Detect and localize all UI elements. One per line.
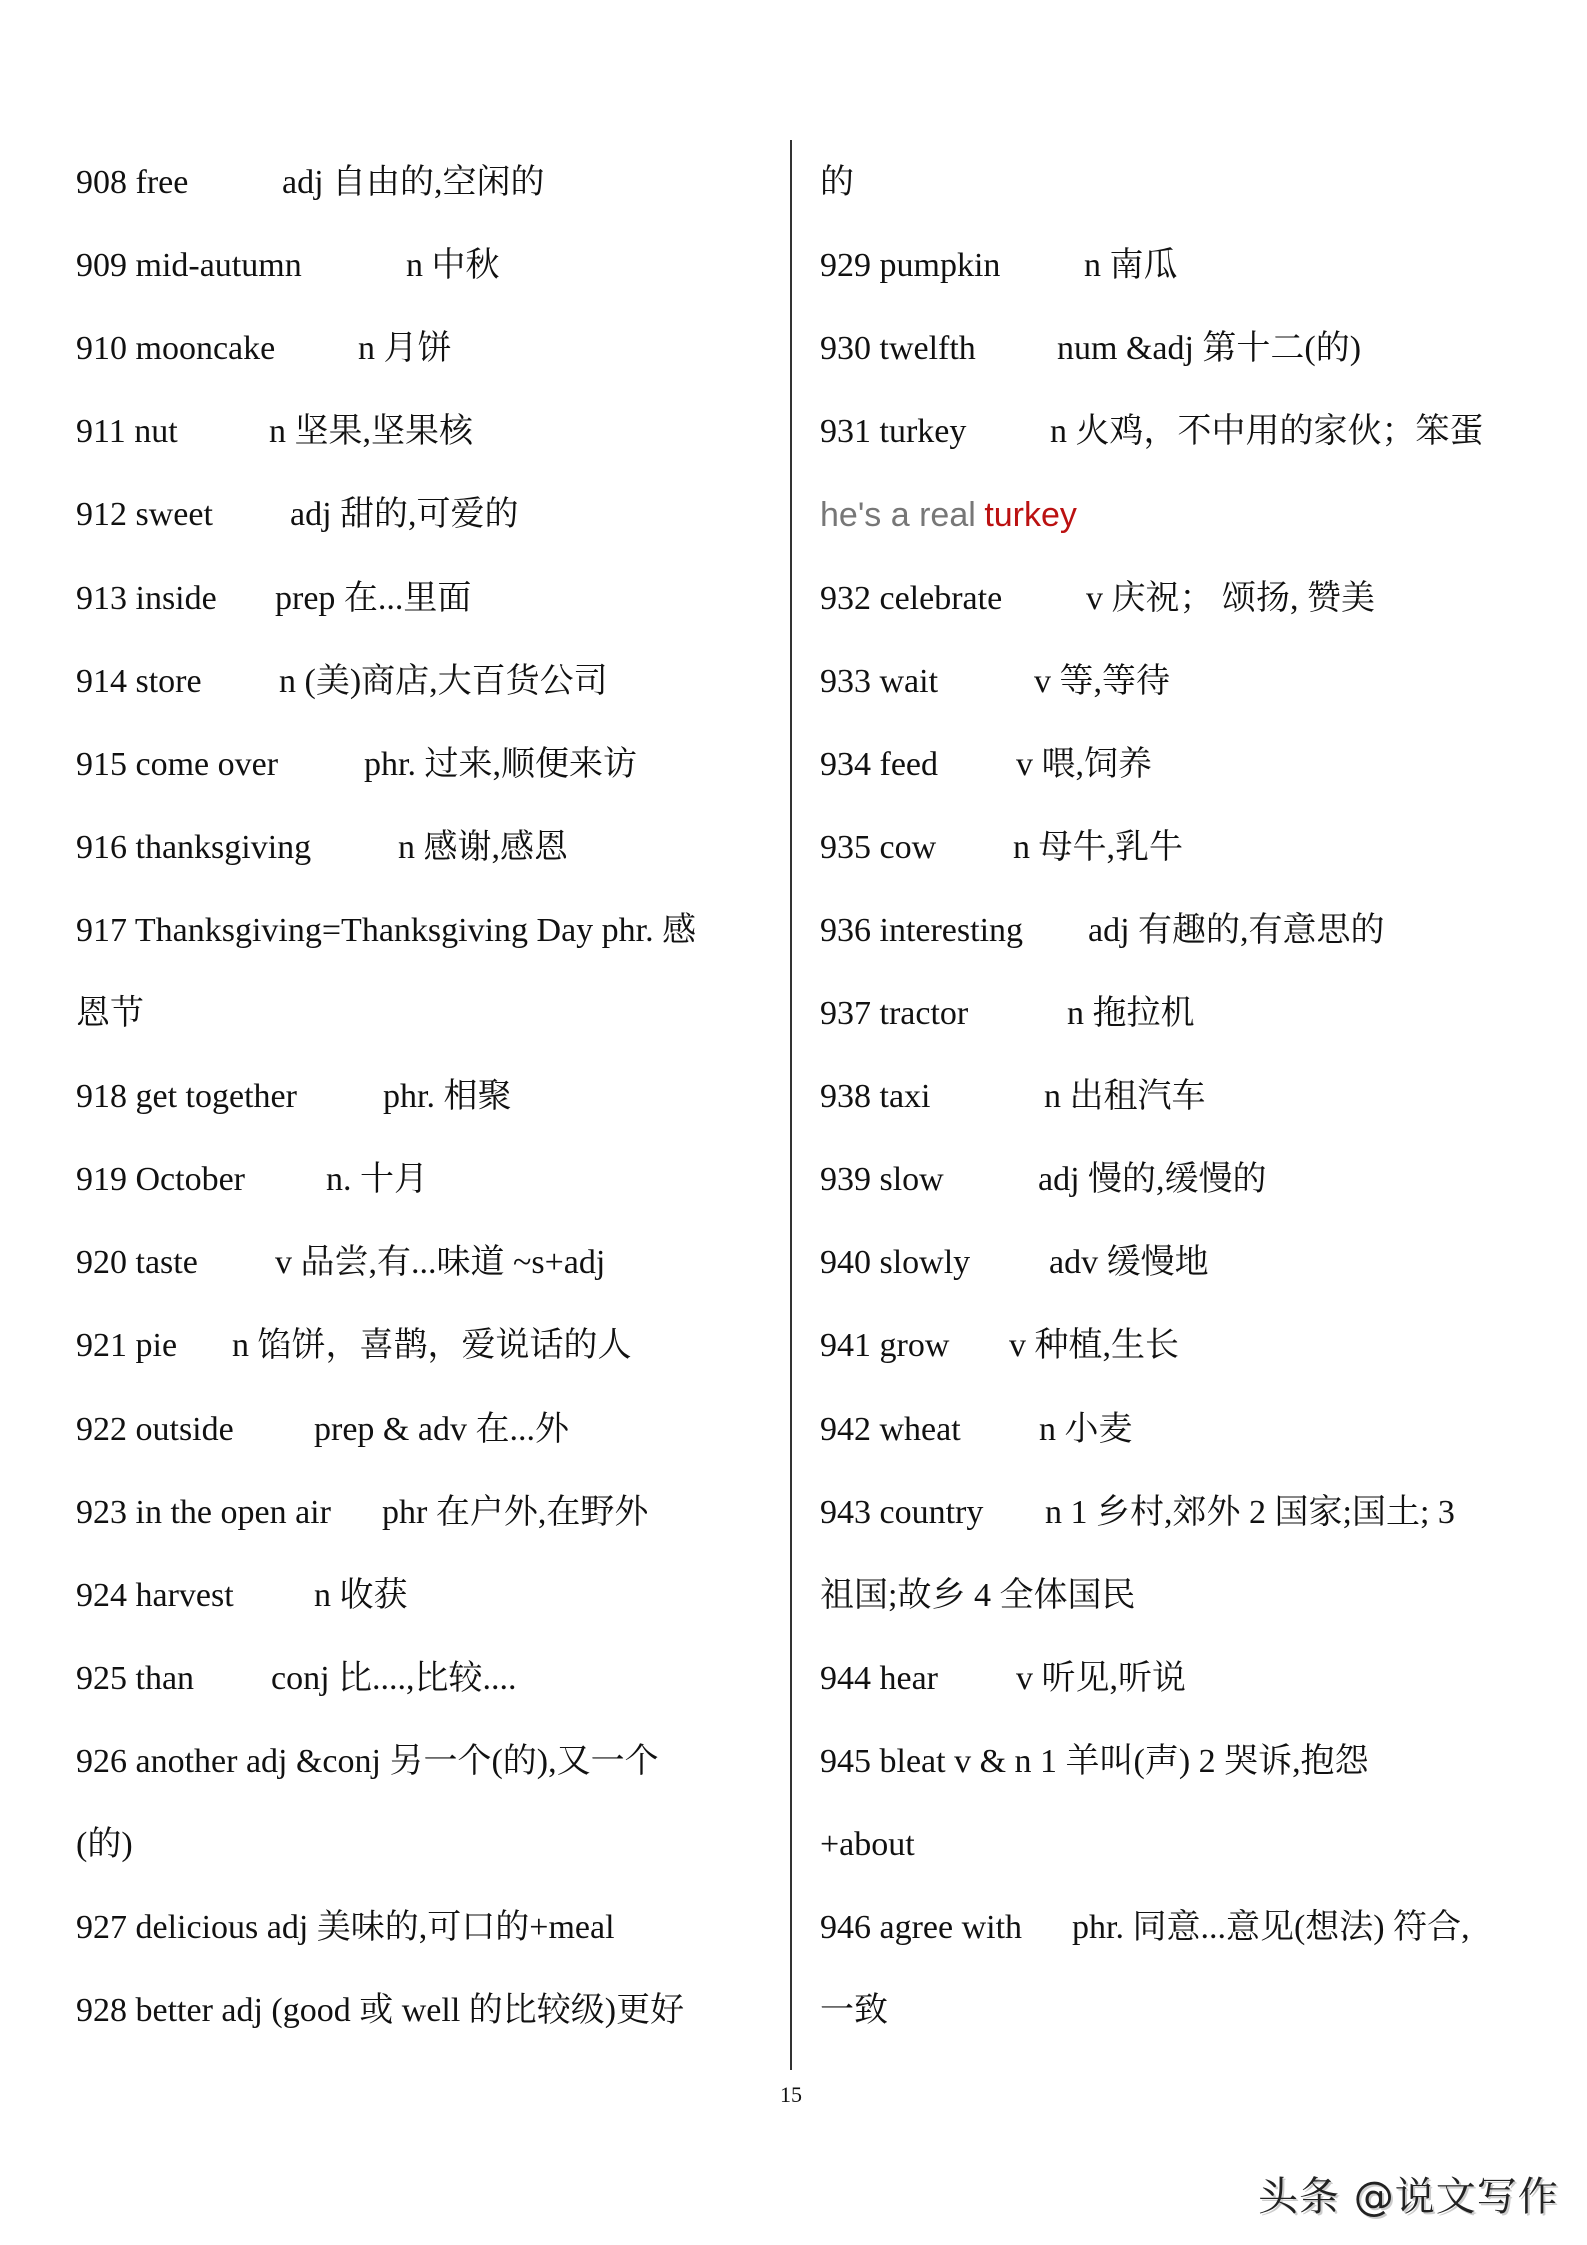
entry-term: 918 get together: [76, 1078, 297, 1116]
entry-term: 940 slowly: [820, 1244, 971, 1282]
entry-line: [820, 1571, 1135, 1621]
entry-term: 920 taste: [76, 1244, 198, 1282]
entry-line: [76, 1488, 649, 1538]
column-divider: [790, 140, 792, 2070]
entry-term: 923 in the open air: [76, 1493, 331, 1531]
example-text: he's a real: [820, 496, 976, 535]
entry-definition: n 月饼: [358, 330, 452, 368]
entry-line: [76, 1321, 632, 1371]
entry-term: 930 twelfth: [820, 330, 976, 368]
entry-line: [820, 989, 1195, 1039]
entry-term: 928 better adj (good 或 well 的比较级)更好: [76, 1992, 685, 2030]
entry-definition: n 母牛,乳牛: [1013, 828, 1183, 866]
entry-line: [820, 1903, 1470, 1953]
entry-term: 908 free: [76, 164, 189, 201]
entry-definition: adj 自由的,空闲的: [282, 164, 545, 201]
entry-line: [76, 989, 144, 1039]
entry-line: [820, 1986, 888, 2036]
entry-term: (的): [76, 1826, 133, 1863]
watermark-logo: 头条 @说文写作: [1258, 2174, 1559, 2220]
entry-definition: n 南瓜: [1084, 247, 1178, 285]
entry-definition: n 坚果,坚果核: [269, 413, 473, 451]
entry-term: 943 country: [820, 1493, 984, 1531]
entry-line: [76, 1737, 659, 1787]
entry-term: 921 pie: [76, 1327, 178, 1365]
entry-line: [820, 1238, 1209, 1288]
entry-term: 925 than: [76, 1659, 195, 1697]
entry-term: 917 Thanksgiving=Thanksgiving Day phr. 感: [76, 911, 697, 949]
entry-term: 的: [820, 164, 854, 201]
entry-definition: conj 比....,比较....: [271, 1659, 517, 1697]
entry-term: 941 grow: [820, 1327, 950, 1365]
entry-definition: adj 慢的,缓慢的: [1038, 1161, 1267, 1199]
entry-line: [820, 407, 1484, 457]
entry-line: [820, 1820, 915, 1870]
entry-term: +about: [820, 1826, 915, 1863]
entry-definition: phr. 过来,顺便来访: [364, 745, 637, 783]
entry-line: [820, 1321, 1179, 1371]
entry-term: 937 tractor: [820, 995, 969, 1032]
entry-definition: n 收获: [314, 1576, 408, 1614]
entry-line: [820, 1654, 1186, 1704]
entry-line: [820, 1405, 1133, 1455]
entry-definition: n 中秋: [406, 247, 500, 285]
page-number: 15: [780, 2082, 802, 2107]
entry-definition: prep 在...里面: [275, 579, 472, 617]
entry-term: 924 harvest: [76, 1576, 234, 1614]
entry-line: [820, 241, 1178, 291]
entry-definition: phr. 同意...意见(想法) 符合,: [1072, 1909, 1470, 1947]
entry-definition: adj 有趣的,有意思的: [1088, 911, 1385, 949]
entry-line: [76, 906, 696, 956]
entry-line: [820, 823, 1183, 873]
entry-line: [820, 906, 1385, 956]
entry-line: [820, 1155, 1267, 1205]
entry-line: [820, 574, 1375, 624]
entry-term: 916 thanksgiving: [76, 828, 312, 866]
entry-line: [76, 1155, 428, 1205]
entry-term: 933 wait: [820, 662, 939, 700]
entry-definition: phr 在户外,在野外: [382, 1493, 649, 1531]
entry-term: 919 October: [76, 1161, 246, 1199]
entry-definition: v 听见,听说: [1016, 1659, 1186, 1697]
entry-line: [76, 1986, 684, 2036]
example-highlight: turkey: [984, 496, 1077, 535]
entry-term: 932 celebrate: [820, 579, 1003, 617]
entry-line: [76, 324, 452, 374]
entry-term: 927 delicious adj 美味的,可口的+meal: [76, 1909, 615, 1947]
entry-definition: num &adj 第十二(的): [1057, 330, 1362, 368]
entry-term: 935 cow: [820, 828, 937, 866]
entry-term: 929 pumpkin: [820, 247, 1001, 285]
entry-term: 915 come over: [76, 745, 279, 783]
entry-term: 938 taxi: [820, 1078, 931, 1116]
entry-definition: v 庆祝； 颂扬, 赞美: [1086, 579, 1375, 617]
entry-line: [820, 657, 1170, 707]
entry-term: 910 mooncake: [76, 330, 276, 368]
entry-line: [76, 740, 637, 790]
entry-line: [76, 158, 545, 208]
entry-term: 祖国;故乡 4 全体国民: [820, 1576, 1136, 1614]
entry-line: [820, 158, 854, 208]
entry-line: [820, 1072, 1206, 1122]
entry-line: [76, 1571, 408, 1621]
entry-term: 936 interesting: [820, 911, 1024, 949]
entry-term: 一致: [820, 1992, 888, 2030]
entry-term: 945 bleat v & n 1 羊叫(声) 2 哭诉,抱怨: [820, 1742, 1369, 1780]
entry-definition: n 小麦: [1039, 1410, 1133, 1448]
entry-term: 942 wheat: [820, 1410, 961, 1448]
entry-definition: n 火鸡，不中用的家伙；笨蛋: [1050, 413, 1484, 451]
entry-line: [76, 490, 519, 540]
entry-line: [76, 823, 568, 873]
entry-definition: v 种植,生长: [1009, 1327, 1179, 1365]
entry-line: [820, 324, 1362, 374]
entry-line: [76, 657, 608, 707]
entry-term: 恩节: [76, 995, 144, 1032]
entry-definition: n (美)商店,大百货公司: [279, 662, 608, 700]
entry-term: 931 turkey: [820, 413, 967, 451]
entry-definition: v 品尝,有...味道 ~s+adj: [275, 1244, 606, 1282]
entry-line: [76, 407, 473, 457]
entry-line: [76, 574, 472, 624]
entry-line: [820, 740, 1152, 790]
entry-definition: n 感谢,感恩: [398, 828, 568, 866]
entry-term: 912 sweet: [76, 496, 213, 534]
entry-line: [820, 1737, 1369, 1787]
entry-definition: phr. 相聚: [383, 1078, 512, 1116]
entry-line: [76, 1654, 517, 1704]
entry-term: 934 feed: [820, 745, 939, 783]
entry-line: [76, 1238, 606, 1288]
entry-definition: v 喂,饲养: [1016, 745, 1152, 783]
entry-line: [76, 1405, 569, 1455]
entry-term: 909 mid-autumn: [76, 247, 302, 285]
entry-definition: prep & adv 在...外: [314, 1410, 569, 1448]
entry-line: [820, 490, 1077, 540]
entry-term: 922 outside: [76, 1410, 234, 1448]
entry-line: [76, 241, 500, 291]
entry-definition: n. 十月: [326, 1161, 428, 1199]
entry-term: 911 nut: [76, 413, 178, 451]
entry-definition: v 等,等待: [1034, 662, 1170, 700]
entry-term: 939 slow: [820, 1161, 944, 1199]
entry-line: [76, 1820, 133, 1870]
entry-definition: adj 甜的,可爱的: [290, 496, 519, 534]
entry-term: 926 another adj &conj 另一个(的),又一个: [76, 1742, 659, 1780]
entry-term: 946 agree with: [820, 1909, 1023, 1947]
entry-term: 914 store: [76, 662, 202, 700]
entry-definition: n 1 乡村,郊外 2 国家;国土; 3: [1045, 1493, 1455, 1531]
entry-term: 944 hear: [820, 1659, 939, 1697]
entry-definition: adv 缓慢地: [1049, 1244, 1209, 1282]
entry-line: [76, 1903, 615, 1953]
entry-definition: n 出租汽车: [1044, 1078, 1206, 1116]
entry-line: [820, 1488, 1455, 1538]
entry-term: 913 inside: [76, 579, 217, 617]
entry-definition: n 拖拉机: [1067, 995, 1195, 1032]
entry-definition: n 馅饼，喜鹊，爱说话的人: [232, 1327, 632, 1365]
entry-line: [76, 1072, 512, 1122]
